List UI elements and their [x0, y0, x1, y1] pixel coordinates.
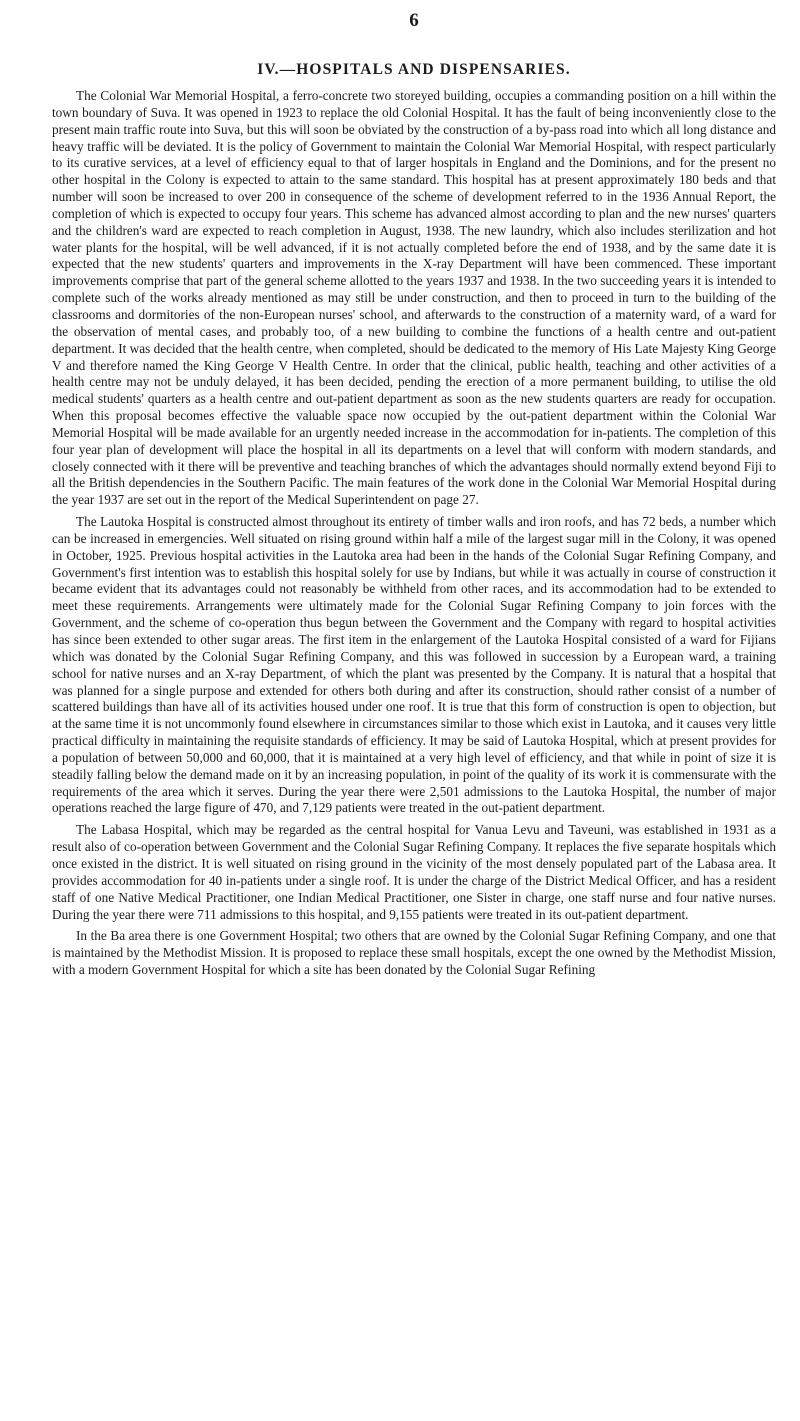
paragraph-labasa-hospital: The Labasa Hospital, which may be regarded as the central hospital for Vanua Levu and Taveuni, was established in 1931 as a result also of co-operation between Government and the Colonial Sugar Refining Company. It replaces the five separate hospitals which once existed in the district. It is well situated on rising ground in the vicinity of the most densely populated part of the Labasa area. It provides accommodation for 40 in-patients under a single roof. It is under the charge of the District Medical Officer, and has a resident staff of one Native Medical Practitioner, one Indian Medical Practitioner, one Sister in charge, one staff nurse and four native nurses. During the year there were 711 admissions to this hospital, and 9,155 patients were treated in its out-patient department.	[52, 822, 776, 922]
paragraph-ba-area: In the Ba area there is one Government Hospital; two others that are owned by the Colonial Sugar Refining Company, and one that is maintained by the Methodist Mission. It is proposed to replace these small hospitals, except the one owned by the Methodist Mission, with a modern Government Hospital for which a site has been donated by the Colonial Sugar Refining	[52, 928, 776, 978]
page-number: 6	[409, 10, 419, 31]
paragraph-war-memorial-hospital: The Colonial War Memorial Hospital, a ferro-concrete two storeyed building, occupies a commanding position on a hill within the town boundary of Suva. It was opened in 1923 to replace the old Colonial Hospital. It has the fault of being inconveniently close to the present main traffic route into Suva, but this will soon be obviated by the construction of a by-pass road into which all long distance and heavy traffic will be deviated. It is the policy of Government to maintain the Colonial War Memorial Hospital, with respect particularly to its curative services, at a level of efficiency equal to that of larger hospitals in England and the Dominions, and for the present no other hospital in the Colony is expected to attain to the same standard. This hospital has at present approximately 180 beds and that number will soon be increased to over 200 in consequence of the scheme of development referred to in the 1936 Annual Report, the completion of which is expected to occupy four years. This scheme has advanced almost according to plan and the new nurses' quarters and the children's ward are expected to reach completion in August, 1938. The new laundry, which also includes sterilization and hot water plants for the hospital, will be well advanced, if it is not actually completed before the end of 1938, and by the same date it is expected that the new students' quarters and improvements in the X-ray Department will have been commenced. These important improvements comprise that part of the general scheme allotted to the years 1937 and 1938. In the two succeeding years it is intended to complete such of the works already mentioned as may still be under construction, and then to proceed in turn to the building of the classrooms and dormitories of the non-European nurses' school, and afterwards to the construction of a maternity ward, of a ward for the observation of mental cases, and probably too, of a new building to combine the functions of a health centre and out-patient department. It was decided that the health centre, when completed, should be dedicated to the memory of His Late Majesty King George V and therefore named the King George V Health Centre. In order that the clinical, public health, teaching and other activities of a health centre may not be unduly delayed, it has been decided, pending the erection of a more permanent building, to utilise the old medical students' quarters as a health centre and out-patient department as soon as the new students quarters are ready for occupation. When this proposal becomes effective the valuable space now occupied by the out-patient department within the Colonial War Memorial Hospital will be made available for an urgently needed increase in the accommodation for in-patients. The completion of this four year plan of development will place the hospital in all its departments on a level that will conform with modern standards, and closely connected with it there will be preventive and teaching branches of which the advantages should normally extend beyond Fiji to all the British dependencies in the Southern Pacific. The main features of the work done in the Colonial War Memorial Hospital during the year 1937 are set out in the report of the Medical Superintendent on page 27.	[52, 88, 776, 508]
section-heading: IV.—HOSPITALS AND DISPENSARIES.	[257, 61, 571, 78]
paragraph-lautoka-hospital: The Lautoka Hospital is constructed almost throughout its entirety of timber walls and iron roofs, and has 72 beds, a number which can be increased in emergencies. Well situated on rising ground within half a mile of the largest sugar mill in the Colony, it was opened in October, 1925. Previous hospital activities in the Lautoka area had been in the hands of the Colonial Sugar Refining Company, and Government's first intention was to establish this hospital solely for use by Indians, but while it was actually in course of construction it became evident that its advantages could not reasonably be withheld from other races, and its accommodation had to be extended to meet these requirements. Arrangements were ultimately made for the Colonial Sugar Refining Company to join forces with the Government, and the scheme of co-operation thus begun between the Government and the Company with regard to hospital activities has since been extended to other sugar areas. The first item in the enlargement of the Lautoka Hospital consisted of a ward for Fijians which was donated by the Colonial Sugar Refining Company, and this was followed in succession by a European ward, a training school for native nurses and an X-ray Department, of which the plant was presented by the Company. It is natural that a hospital that was planned for a single purpose and extended for others both during and after its construction, should rather consist of a number of scattered buildings than have all of its activities housed under one roof. It is true that this form of construction is open to objection, but at the same time it is not uncommonly found elsewhere in circumstances similar to those which exist in Lautoka, and it causes very little practical difficulty in maintaining the requisite standards of efficiency. It may be said of Lautoka Hospital, which at present provides for a population of between 50,000 and 60,000, that it is maintained at a very high level of efficiency, and that while in point of size it is steadily falling below the demand made on it by an increasing population, in point of the quality of its work it is commensurate with the requirements of the area which it serves. During the year there were 2,501 admissions to the Lautoka Hospital, the number of major operations reached the large figure of 470, and 7,129 patients were treated in the out-patient department.	[52, 514, 776, 816]
document-page	[52, 10, 776, 984]
